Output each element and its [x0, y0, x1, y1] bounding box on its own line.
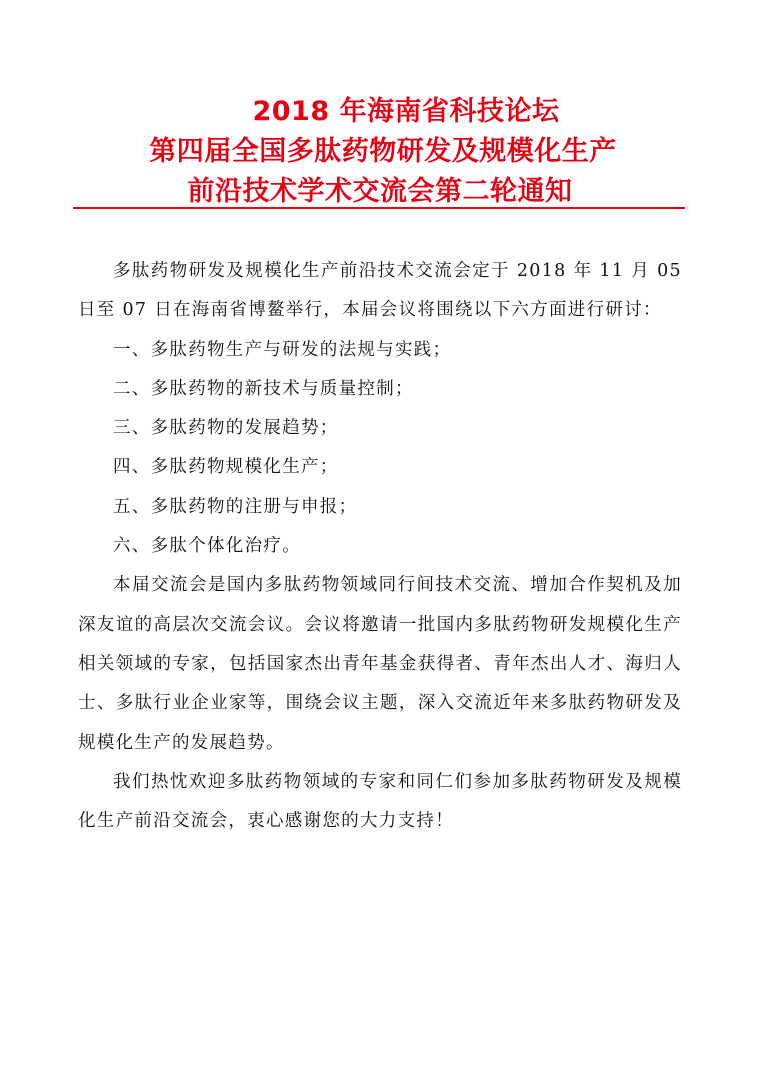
topic-item-2: 二、多肽药物的新技术与质量控制； — [113, 378, 414, 399]
document-header — [0, 92, 760, 212]
topic-item-5: 五、多肽药物的注册与申报； — [113, 496, 358, 517]
topic-item-3: 三、多肽药物的发展趋势； — [113, 418, 339, 439]
title-line-2: 第四届全国多肽药物研发及规模化生产 — [149, 136, 617, 167]
topic-item-6: 六、多肽个体化治疗。 — [113, 536, 301, 557]
intro-paragraph: 多肽药物研发及规模化生产前沿技术交流会定于 2018 年 11 月 05 日至 07 日在海南省博鳌举行，本届会议将围绕以下六方面进行研讨： — [78, 261, 682, 321]
topic-item-4: 四、多肽药物规模化生产； — [113, 457, 339, 478]
red-divider — [73, 207, 685, 209]
title-line-3: 前沿技术学术交流会第二轮通知 — [187, 176, 573, 207]
conference-description-paragraph: 本届交流会是国内多肽药物领域同行间技术交流、增加合作契机及加深友谊的高层次交流会议。会议将邀请一批国内多肽药物研发规模化生产相关领域的专家，包括国家杰出青年基金获得者、青年杰出人才、海归人士、多肽行业企业家等，围绕会议主题，深入交流近年来多肽药物研发及规模化生产的发展趋势。 — [78, 575, 682, 753]
welcome-paragraph: 我们热忱欢迎多肽药物领域的专家和同仁们参加多肽药物研发及规模化生产前沿交流会，衷心感谢您的大力支持！ — [78, 771, 682, 832]
document-body — [78, 252, 682, 841]
title-line-1: 2018 年海南省科技论坛 — [252, 96, 560, 127]
topic-item-1: 一、多肽药物生产与研发的法规与实践； — [113, 339, 452, 360]
